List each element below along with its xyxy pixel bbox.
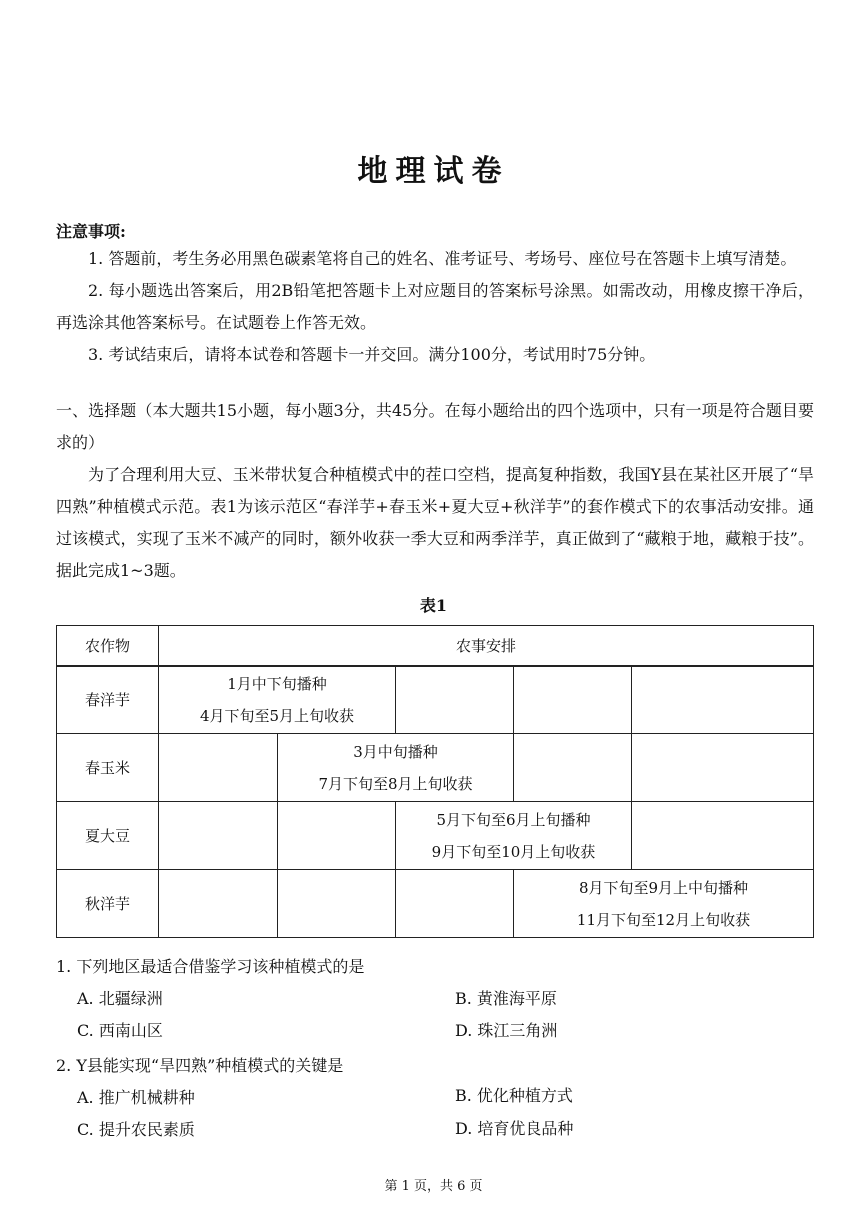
harvest-text: 11月下旬至12月上旬收获 <box>576 910 751 929</box>
header-crop: 农作物 <box>57 626 159 666</box>
empty-cell <box>159 802 278 870</box>
question-2-stem: 2. Y县能实现“旱四熟”种植模式的关键是 <box>56 1056 344 1075</box>
table-caption: 表1 <box>419 596 448 615</box>
harvest-text: 9月下旬至10月上旬收获 <box>431 842 596 861</box>
empty-cell <box>396 870 514 938</box>
notice-item-3: 3. 考试结束后，请将本试卷和答题卡一并交回。满分100分，考试用时75分钟。 <box>88 345 656 364</box>
empty-cell <box>278 870 396 938</box>
sow-text: 8月下旬至9月上中旬播种 <box>578 878 749 897</box>
section-heading: 一、选择题（本大题共15小题，每小题3分，共45分。在每小题给出的四个选项中，只有一项是符合题目要求的） <box>56 401 814 452</box>
q1-option-d[interactable]: D. 珠江三角洲 <box>455 1021 558 1040</box>
table-row <box>57 734 814 802</box>
q2-option-b[interactable]: B. 优化种植方式 <box>455 1086 573 1105</box>
schedule-cell <box>396 802 632 870</box>
sow-text: 5月下旬至6月上旬播种 <box>436 810 591 829</box>
q1-option-b[interactable]: B. 黄淮海平原 <box>455 989 557 1008</box>
q1-option-c[interactable]: C. 西南山区 <box>77 1021 163 1040</box>
empty-cell <box>632 734 814 802</box>
notice-item-1: 1. 答题前，考生务必用黑色碳素笔将自己的姓名、准考证号、考场号、座位号在答题卡上填写清楚。 <box>88 249 797 268</box>
crop-name: 秋洋芋 <box>57 870 159 938</box>
q2-option-d[interactable]: D. 培育优良品种 <box>455 1119 574 1138</box>
harvest-text: 7月下旬至8月上旬收获 <box>318 774 473 793</box>
sow-text: 3月中旬播种 <box>353 742 438 761</box>
schedule-cell <box>278 734 514 802</box>
table-row <box>57 870 814 938</box>
notice-heading: 注意事项: <box>56 222 126 241</box>
table-row <box>57 666 814 734</box>
crop-name: 夏大豆 <box>57 802 159 870</box>
empty-cell <box>514 666 632 734</box>
page-number: 第 1 页，共 6 页 <box>384 1179 483 1194</box>
question-1-stem: 1. 下列地区最适合借鉴学习该种植模式的是 <box>56 957 365 976</box>
table-row <box>57 802 814 870</box>
header-schedule: 农事安排 <box>159 626 814 666</box>
empty-cell <box>159 734 278 802</box>
empty-cell <box>632 666 814 734</box>
empty-cell <box>514 734 632 802</box>
schedule-cell <box>514 870 814 938</box>
empty-cell <box>396 666 514 734</box>
schedule-cell <box>159 666 396 734</box>
q2-option-a[interactable]: A. 推广机械耕种 <box>77 1088 195 1107</box>
crop-name: 春洋芋 <box>57 666 159 734</box>
crop-name: 春玉米 <box>57 734 159 802</box>
q1-option-a[interactable]: A. 北疆绿洲 <box>77 989 163 1008</box>
harvest-text: 4月下旬至5月上旬收获 <box>199 706 355 725</box>
empty-cell <box>632 802 814 870</box>
section-intro: 为了合理利用大豆、玉米带状复合种植模式中的茬口空档，提高复种指数，我国Y县在某社区开展了“旱四熟”种植模式示范。表1为该示范区“春洋芋+春玉米+夏大豆+秋洋芋”的套作模式下的农事活动安排。通过该模式，实现了玉米不减产的同时，额外收获一季大豆和两季洋芋，真正做到了“藏粮于地，藏粮于技”。据此完成1~3题。 <box>56 465 814 580</box>
q2-option-c[interactable]: C. 提升农民素质 <box>77 1120 195 1139</box>
empty-cell <box>278 802 396 870</box>
page-title: 地理试卷 <box>357 154 510 189</box>
empty-cell <box>159 870 278 938</box>
notice-item-2: 2. 每小题选出答案后，用2B铅笔把答题卡上对应题目的答案标号涂黑。如需改动，用橡皮擦干净后，再选涂其他答案标号。在试题卷上作答无效。 <box>56 281 814 332</box>
sow-text: 1月中下旬播种 <box>227 674 327 693</box>
schedule-table <box>56 625 814 938</box>
